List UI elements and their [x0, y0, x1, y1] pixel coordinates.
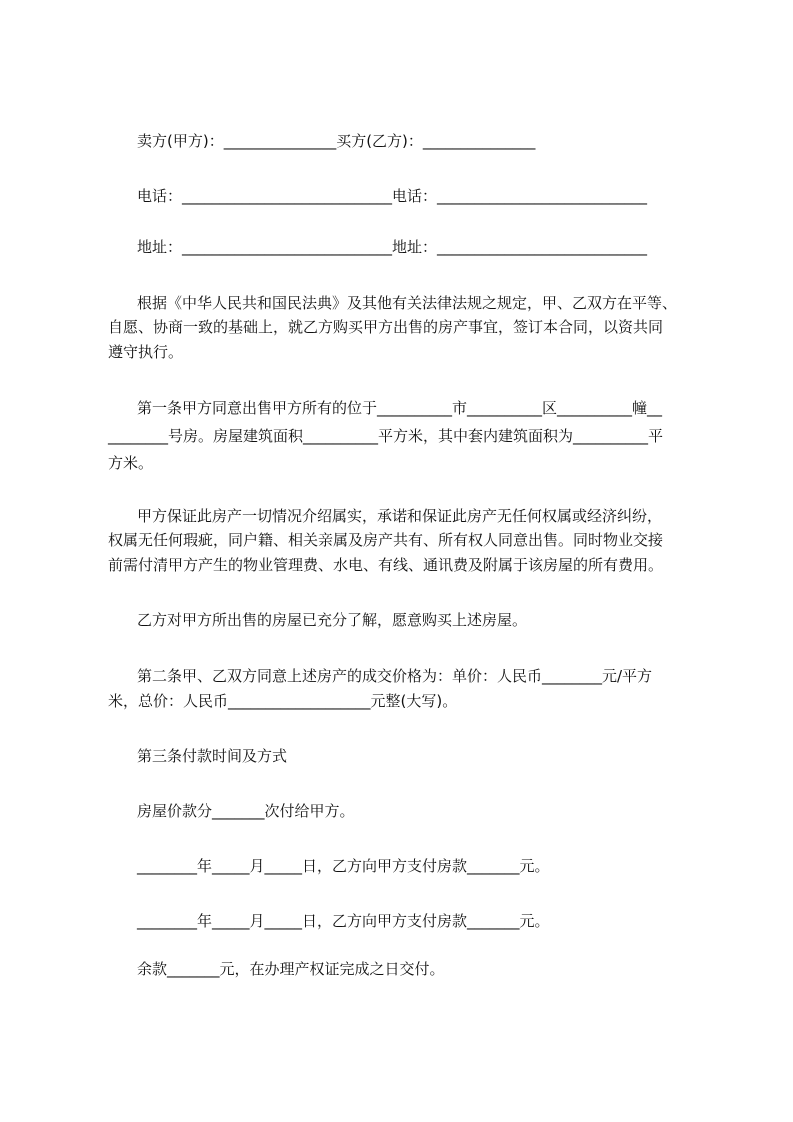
installments-line: 房屋价款分_______次付给甲方。 [137, 802, 355, 820]
guarantee-line: 前需付清甲方产生的物业管理费、水电、有线、通讯费及附属于该房屋的所有费用。 [108, 556, 664, 574]
article1-line: 方米。 [108, 454, 154, 472]
guarantee-line: 权属无任何瑕疵，同户籍、相关亲属及房产共有、所有权人同意出售。同时物业交接 [108, 531, 664, 549]
article3-title: 第三条付款时间及方式 [137, 747, 288, 765]
article2-line: 米，总价：人民币___________________元整(大写)。 [108, 692, 458, 710]
intro-paragraph-line: 遵守执行。 [108, 343, 184, 361]
article1-line: 第一条甲方同意出售甲方所有的位于__________市__________区__________幢__ [137, 399, 663, 417]
understanding-paragraph: 乙方对甲方所出售的房屋已充分了解，愿意购买上述房屋。 [137, 611, 528, 629]
phone-line: 电话：____________________________电话：____________________________ [137, 187, 648, 205]
article1-line: ________号房。房屋建筑面积__________平方米，其中套内建筑面积为__________平 [108, 427, 664, 445]
address-line: 地址：____________________________地址：____________________________ [137, 238, 648, 256]
intro-paragraph-line: 自愿、协商一致的基础上，就乙方购买甲方出售的房产事宜，签订本合同，以资共同 [108, 318, 664, 336]
balance-line: 余款_______元，在办理产权证完成之日交付。 [137, 960, 445, 978]
intro-paragraph-line: 根据《中华人民共和国民法典》及其他有关法律法规之规定，甲、乙双方在平等、 [137, 294, 678, 312]
article2-line: 第二条甲、乙双方同意上述房产的成交价格为：单价：人民币________元/平方 [137, 667, 653, 685]
payment-line-1: ________年_____月_____日，乙方向甲方支付房款_______元。 [137, 857, 550, 875]
seller-buyer-line: 卖方(甲方)：_______________买方(乙方)：_______________ [137, 132, 536, 150]
guarantee-line: 甲方保证此房产一切情况介绍属实，承诺和保证此房产无任何权属或经济纠纷， [137, 507, 663, 525]
payment-line-2: ________年_____月_____日，乙方向甲方支付房款_______元。 [137, 912, 550, 930]
